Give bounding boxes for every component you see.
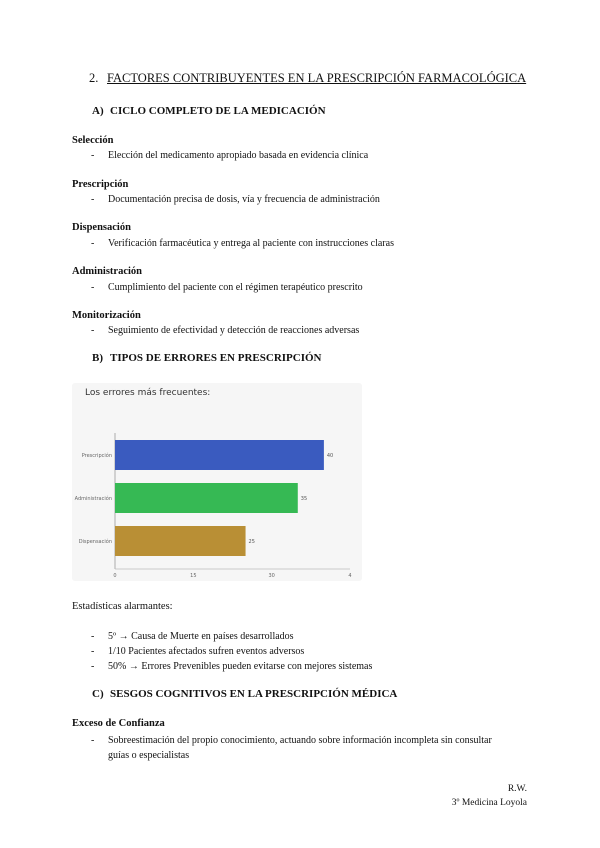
desc-text: Cumplimiento del paciente con el régimen terapéutico prescrito bbox=[108, 282, 363, 293]
bar-1 bbox=[115, 483, 298, 513]
chart-svg bbox=[72, 383, 362, 581]
x-tick-label-1: 15 bbox=[190, 573, 197, 579]
subheading-b-letter: B) bbox=[92, 352, 103, 364]
bullet-dash: - bbox=[91, 194, 95, 205]
desc-seleccion bbox=[91, 148, 511, 163]
stat-item-2 bbox=[91, 644, 511, 659]
term-dispensacion: Dispensación bbox=[72, 222, 131, 233]
bullet-dash: - bbox=[91, 735, 95, 746]
desc-text: Seguimiento de efectividad y detección de reacciones adversas bbox=[108, 325, 360, 336]
subheading-c-title: SESGOS COGNITIVOS EN LA PRESCRIPCIÓN MÉDICA bbox=[110, 688, 398, 700]
desc-text: Sobreestimación del propio conocimiento, actuando sobre información incompleta sin consultar guías o especialistas bbox=[108, 735, 492, 761]
signature-initials: R.W. bbox=[507, 784, 527, 794]
bullet-dash: - bbox=[91, 325, 95, 336]
stat-text: 5º → Causa de Muerte en países desarrollados bbox=[108, 631, 294, 642]
subheading-a-letter: A) bbox=[92, 105, 104, 117]
bullet-dash: - bbox=[91, 282, 95, 293]
chart-title: Los errores más frecuentes: bbox=[85, 388, 211, 398]
stat-item-1 bbox=[91, 629, 511, 644]
desc-monitorizacion bbox=[91, 323, 511, 338]
term-monitorizacion: Monitorización bbox=[72, 310, 141, 321]
section-title: FACTORES CONTRIBUYENTES EN LA PRESCRIPCIÓN FARMACOLÓGICA bbox=[107, 71, 527, 85]
desc-prescripcion bbox=[91, 192, 511, 207]
term-administracion: Administración bbox=[72, 266, 143, 277]
section-number: 2. bbox=[89, 71, 99, 85]
desc-text: Verificación farmacéutica y entrega al paciente con instrucciones claras bbox=[108, 238, 394, 249]
bullet-dash: - bbox=[91, 631, 95, 642]
category-label-1: Administración bbox=[74, 496, 112, 502]
subheading-a-title: CICLO COMPLETO DE LA MEDICACIÓN bbox=[110, 105, 326, 117]
value-label-2: 25 bbox=[248, 539, 255, 545]
bar-0 bbox=[115, 440, 324, 470]
errors-bar-chart bbox=[72, 383, 362, 581]
subheading-a bbox=[92, 105, 326, 117]
x-tick-label-0: 0 bbox=[113, 573, 117, 579]
term-prescripcion: Prescripción bbox=[72, 179, 129, 190]
subheading-c bbox=[92, 688, 397, 700]
stat-text: 1/10 Pacientes afectados sufren eventos adversos bbox=[108, 646, 305, 657]
stat-text: 50% → Errores Prevenibles pueden evitarse con mejores sistemas bbox=[108, 661, 373, 672]
bullet-dash: - bbox=[91, 646, 95, 657]
term-seleccion: Selección bbox=[72, 135, 114, 146]
subheading-b-title: TIPOS DE ERRORES EN PRESCRIPCIÓN bbox=[110, 352, 322, 364]
desc-dispensacion bbox=[91, 236, 511, 251]
x-tick-label-2: 30 bbox=[268, 573, 275, 579]
desc-text: Documentación precisa de dosis, vía y frecuencia de administración bbox=[108, 194, 380, 205]
stats-label: Estadísticas alarmantes: bbox=[72, 601, 173, 612]
category-label-0: Prescripción bbox=[81, 453, 112, 459]
bullet-dash: - bbox=[91, 238, 95, 249]
signature-course: 3º Medicina Loyola bbox=[451, 798, 527, 808]
stat-item-3 bbox=[91, 659, 511, 674]
desc-administracion bbox=[91, 280, 511, 295]
bar-2 bbox=[115, 526, 246, 556]
desc-text: Elección del medicamento apropiado basada en evidencia clínica bbox=[108, 150, 369, 161]
category-label-2: Dispensación bbox=[78, 539, 112, 545]
bullet-dash: - bbox=[91, 661, 95, 672]
bullet-dash: - bbox=[91, 150, 95, 161]
x-tick-label-3: 4 bbox=[348, 573, 352, 579]
subheading-c-letter: C) bbox=[92, 688, 104, 700]
desc-exceso-confianza bbox=[91, 733, 511, 763]
value-label-0: 40 bbox=[326, 453, 334, 459]
subheading-b bbox=[92, 352, 321, 364]
term-exceso-confianza: Exceso de Confianza bbox=[72, 718, 165, 729]
value-label-1: 35 bbox=[300, 496, 308, 502]
section-heading bbox=[89, 71, 526, 86]
